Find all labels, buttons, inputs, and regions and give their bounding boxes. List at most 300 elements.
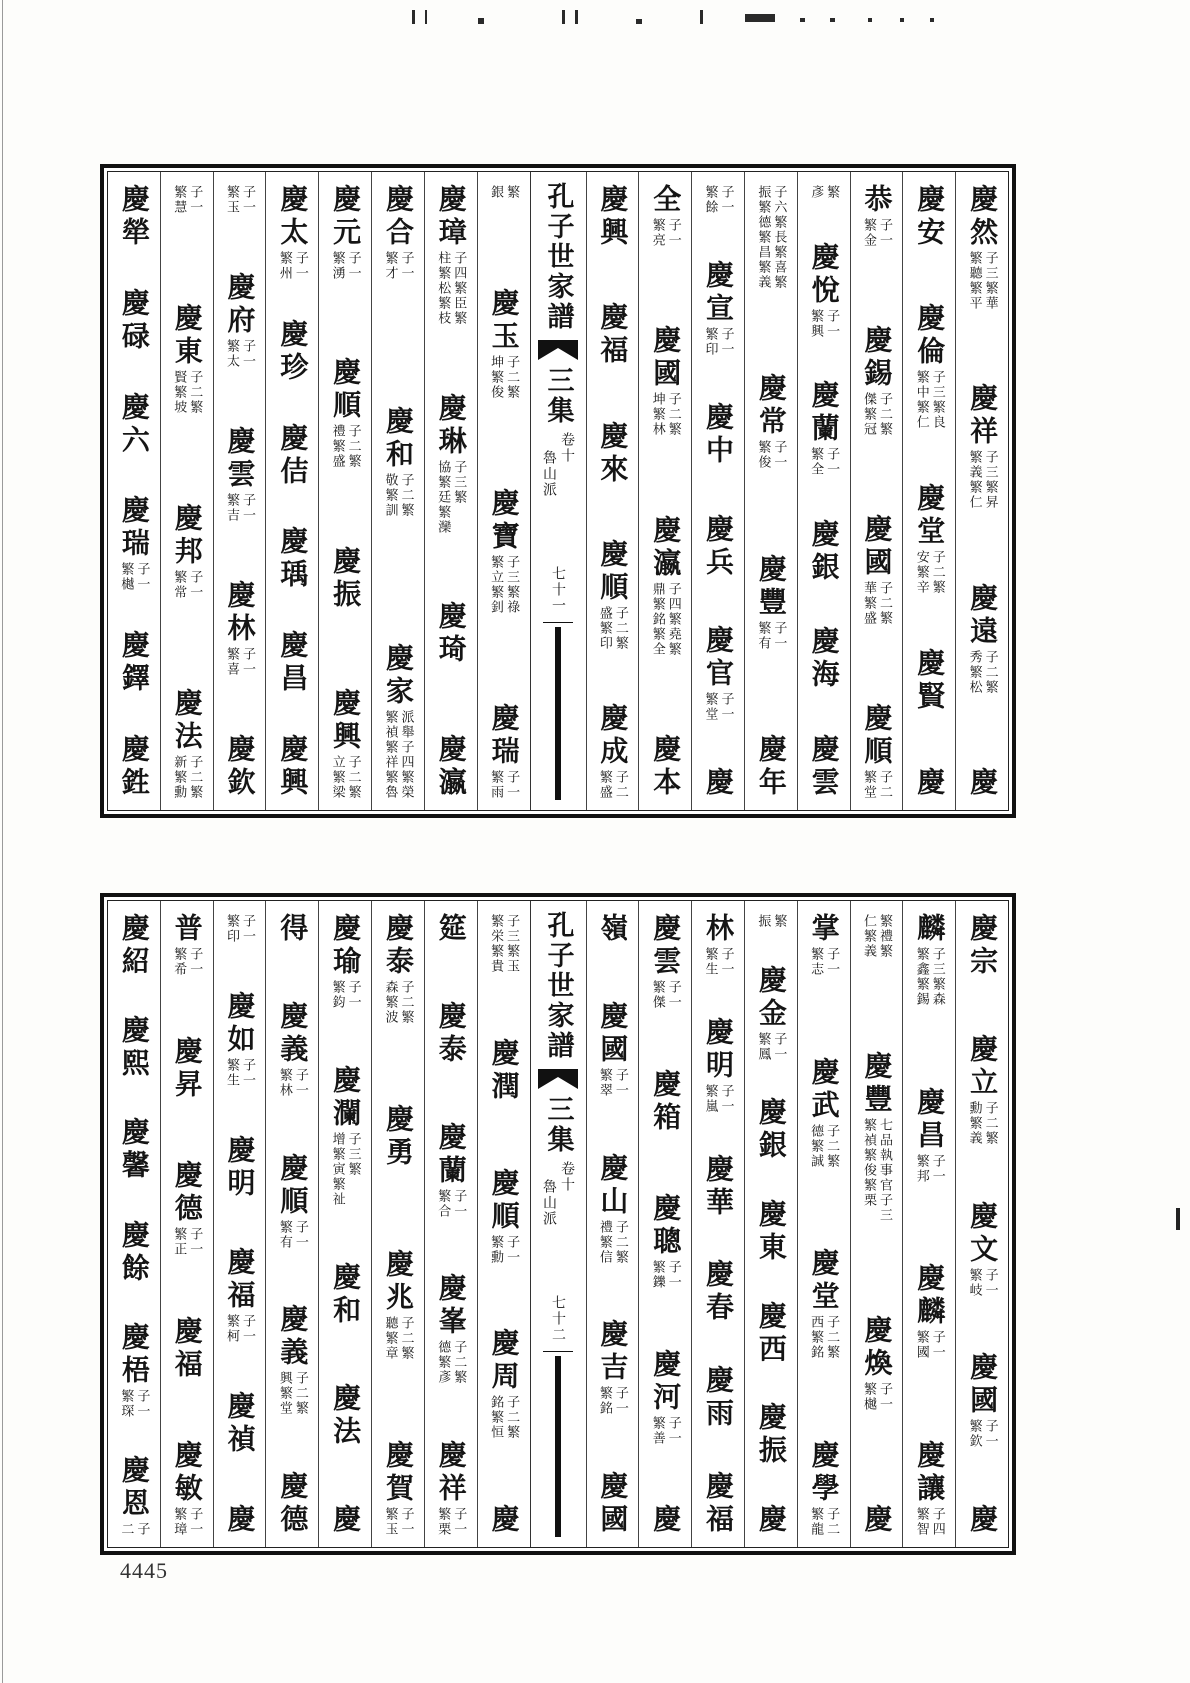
person-entry bbox=[913, 1439, 947, 1537]
person-entry bbox=[596, 420, 630, 487]
annotation-line-left: 森繁波 bbox=[382, 980, 398, 1025]
annotation-line-right: 繁 bbox=[771, 914, 787, 929]
annotation-line-right: 子二繁 bbox=[398, 1316, 414, 1361]
person-name: 慶讓 bbox=[913, 1439, 947, 1506]
person-entry bbox=[434, 1121, 468, 1219]
person-name: 慶義 bbox=[276, 1000, 310, 1067]
person-name: 慶明 bbox=[702, 1016, 736, 1083]
person-name: 慶 bbox=[487, 1504, 521, 1537]
sons-annotation bbox=[383, 980, 412, 1025]
person-entry bbox=[117, 184, 151, 250]
person-entry bbox=[170, 688, 204, 800]
sons-annotation bbox=[278, 1068, 307, 1098]
person-entry bbox=[649, 514, 683, 657]
person-entry bbox=[913, 767, 947, 800]
person-name: 慶義 bbox=[276, 1304, 310, 1371]
person-entry bbox=[487, 288, 521, 400]
annotation-line-left: 繁志 bbox=[808, 947, 824, 977]
sons-annotation bbox=[809, 1315, 838, 1360]
person-name: 慶玉 bbox=[487, 288, 521, 354]
person-entry bbox=[276, 422, 310, 489]
annotation-line-left: 繁生 bbox=[224, 1057, 240, 1088]
person-entry bbox=[807, 380, 841, 478]
sons-annotation bbox=[862, 1118, 891, 1223]
person-entry bbox=[223, 580, 257, 677]
person-entry bbox=[276, 1304, 310, 1417]
person-name: 慶悅 bbox=[807, 241, 841, 308]
person-name: 慶勇 bbox=[381, 1104, 415, 1170]
person-name: 慶欽 bbox=[223, 734, 257, 800]
person-entry bbox=[276, 1471, 310, 1537]
annotation-line-right: 子一 bbox=[612, 1386, 628, 1417]
scan-artifact bbox=[868, 18, 872, 22]
person-entry bbox=[649, 1504, 683, 1537]
person-name: 慶福 bbox=[702, 1470, 736, 1537]
person-entry bbox=[223, 1391, 257, 1458]
person-entry bbox=[702, 513, 736, 580]
sons-annotation bbox=[225, 1058, 254, 1088]
person-name: 慶順 bbox=[276, 1152, 310, 1219]
person-name: 麟 bbox=[913, 913, 947, 946]
annotation-line-left: 秀繁松 bbox=[966, 649, 982, 695]
person-name: 慶兵 bbox=[702, 513, 736, 580]
genealogy-column bbox=[638, 172, 691, 810]
annotation-line-right: 子一 bbox=[718, 947, 734, 977]
center-spine bbox=[530, 901, 586, 1547]
person-entry bbox=[809, 184, 838, 200]
person-entry bbox=[807, 1056, 841, 1169]
person-name: 慶學 bbox=[807, 1439, 841, 1506]
annotation-line-right: 派舉子四繁榮 bbox=[398, 710, 414, 800]
person-entry bbox=[966, 582, 1000, 695]
person-entry bbox=[434, 913, 468, 946]
annotation-line-right: 子二繁 bbox=[398, 980, 414, 1025]
annotation-line-right: 子一 bbox=[345, 980, 361, 1010]
annotation-line-left: 協繁廷繁灤 bbox=[435, 459, 451, 535]
sons-annotation bbox=[489, 355, 518, 400]
sons-annotation bbox=[809, 1507, 838, 1537]
sons-annotation bbox=[172, 370, 201, 415]
annotation-line-right: 子三繁華 bbox=[982, 251, 998, 311]
annotation-line-right: 子一 bbox=[187, 947, 203, 977]
person-name: 普 bbox=[170, 913, 204, 946]
person-entry bbox=[329, 1383, 363, 1449]
sons-annotation bbox=[915, 1507, 944, 1537]
genealogy-column bbox=[744, 172, 797, 810]
annotation-line-right: 子三繁 bbox=[451, 459, 467, 505]
annotation-line-left: 繁欽 bbox=[966, 1419, 982, 1450]
annotation-line-left: 安繁辛 bbox=[913, 550, 929, 595]
sons-annotation bbox=[756, 440, 785, 470]
annotation-line-left: 繁堂 bbox=[860, 770, 876, 800]
annotation-line-right: 子三繁 bbox=[345, 1132, 361, 1177]
genealogy-column bbox=[797, 172, 850, 810]
person-entry bbox=[225, 913, 254, 944]
person-name: 慶祥 bbox=[434, 1440, 468, 1506]
annotation-line-left: 繁合 bbox=[435, 1188, 451, 1219]
genealogy-column bbox=[265, 172, 318, 810]
annotation-line-left: 繁邦 bbox=[913, 1153, 929, 1184]
annotation-line-right: 子一 bbox=[240, 493, 256, 523]
person-entry bbox=[117, 1321, 151, 1419]
person-entry bbox=[170, 1440, 204, 1537]
person-entry bbox=[649, 913, 683, 1010]
person-entry bbox=[381, 1249, 415, 1361]
person-entry bbox=[223, 1247, 257, 1345]
scan-artifact bbox=[575, 10, 578, 24]
sons-annotation bbox=[489, 185, 518, 200]
annotation-line-left: 盛繁印 bbox=[596, 605, 612, 651]
sons-annotation bbox=[383, 251, 412, 281]
sons-annotation bbox=[172, 570, 201, 600]
person-entry bbox=[276, 526, 310, 593]
lower-page-frame bbox=[100, 893, 1016, 1555]
person-name: 慶振 bbox=[329, 545, 363, 612]
annotation-line-right: 子三繁良 bbox=[929, 370, 945, 430]
sons-annotation bbox=[862, 581, 891, 626]
person-name: 慶元 bbox=[329, 184, 363, 250]
annotation-line-left: 繁全 bbox=[808, 447, 824, 478]
annotation-line-left: 繁聽繁平 bbox=[966, 251, 982, 311]
sons-annotation bbox=[598, 770, 627, 800]
genealogy-column bbox=[850, 172, 903, 810]
person-entry bbox=[329, 357, 363, 470]
annotation-line-right: 子一 bbox=[398, 1507, 414, 1537]
person-entry bbox=[807, 733, 841, 800]
person-name: 慶 bbox=[649, 1504, 683, 1537]
annotation-line-right: 子二繁 bbox=[982, 1100, 998, 1146]
person-name: 慶福 bbox=[596, 302, 630, 369]
annotation-line-right: 子一 bbox=[451, 1188, 467, 1219]
person-name: 慶興 bbox=[596, 184, 630, 250]
person-name: 慶六 bbox=[117, 391, 151, 458]
person-name: 慶中 bbox=[702, 402, 736, 469]
sons-annotation bbox=[436, 1340, 465, 1385]
genealogy-column bbox=[902, 172, 955, 810]
person-entry bbox=[329, 545, 363, 612]
sons-annotation bbox=[436, 1507, 465, 1537]
person-name: 慶宣 bbox=[702, 260, 736, 327]
person-entry bbox=[702, 260, 736, 358]
genealogy-column bbox=[744, 901, 797, 1547]
person-name: 慶錫 bbox=[860, 325, 894, 391]
person-entry bbox=[649, 325, 683, 438]
person-entry bbox=[117, 733, 151, 800]
sons-annotation bbox=[278, 251, 307, 281]
annotation-line-right: 子二繁 bbox=[398, 473, 414, 518]
person-name: 慶國 bbox=[966, 1352, 1000, 1419]
person-name: 慶瑜 bbox=[329, 913, 363, 979]
annotation-line-left: 繁銘 bbox=[596, 1386, 612, 1417]
person-name: 慶琳 bbox=[434, 392, 468, 459]
annotation-line-right: 子二 bbox=[824, 1506, 840, 1537]
annotation-line-left: 繁常 bbox=[171, 570, 187, 600]
collection-label: 三集 bbox=[542, 366, 574, 426]
person-entry bbox=[966, 184, 1000, 311]
person-name: 慶蘭 bbox=[434, 1121, 468, 1188]
annotation-line-left: 繁勳 bbox=[488, 1234, 504, 1265]
sons-annotation bbox=[598, 606, 627, 651]
annotation-line-right: 子二繁 bbox=[451, 1340, 467, 1386]
person-entry bbox=[276, 630, 310, 697]
sons-annotation bbox=[383, 1507, 412, 1537]
person-entry bbox=[860, 1315, 894, 1412]
scan-artifact bbox=[900, 18, 904, 22]
annotation-line-right: 子一 bbox=[451, 1507, 467, 1537]
annotation-line-right: 子二繁 bbox=[929, 550, 945, 595]
annotation-line-left: 銀 bbox=[488, 185, 504, 200]
sons-annotation bbox=[598, 1386, 627, 1416]
person-entry bbox=[489, 913, 518, 974]
person-entry bbox=[596, 703, 630, 800]
person-entry bbox=[860, 1051, 894, 1223]
annotation-line-right: 子一 bbox=[665, 218, 681, 248]
person-entry bbox=[276, 733, 310, 800]
annotation-line-left: 銘繁恒 bbox=[488, 1395, 504, 1441]
sons-annotation bbox=[862, 914, 891, 959]
sons-annotation bbox=[225, 914, 254, 944]
scan-artifact bbox=[1176, 1208, 1180, 1230]
annotation-line-right: 子一 bbox=[929, 1330, 945, 1361]
person-entry bbox=[754, 1198, 788, 1265]
annotation-line-right: 子一 bbox=[504, 1234, 520, 1265]
person-name: 慶碌 bbox=[117, 287, 151, 354]
sons-annotation bbox=[756, 1032, 785, 1062]
person-entry bbox=[329, 1504, 363, 1537]
person-entry bbox=[381, 1440, 415, 1537]
sons-annotation bbox=[651, 582, 680, 657]
person-name: 慶蘭 bbox=[807, 380, 841, 447]
sons-annotation bbox=[436, 460, 465, 535]
annotation-line-left: 繁栗 bbox=[435, 1507, 451, 1537]
spine-rule bbox=[543, 1351, 573, 1352]
page-number: 4445 bbox=[120, 1558, 168, 1583]
sons-annotation bbox=[119, 1389, 148, 1419]
person-entry bbox=[702, 1365, 736, 1432]
person-entry bbox=[966, 383, 1000, 511]
person-entry bbox=[117, 287, 151, 354]
person-entry bbox=[649, 1193, 683, 1290]
person-entry bbox=[596, 538, 630, 651]
person-name: 慶麟 bbox=[913, 1263, 947, 1330]
person-name: 慶太 bbox=[276, 184, 310, 250]
genealogy-column bbox=[424, 901, 477, 1547]
person-entry bbox=[596, 1000, 630, 1098]
scan-artifact bbox=[830, 18, 835, 22]
sons-annotation bbox=[278, 1220, 307, 1250]
sons-annotation bbox=[809, 1124, 838, 1169]
person-entry bbox=[807, 913, 841, 977]
person-name: 慶 bbox=[223, 1503, 257, 1537]
person-name: 慶豐 bbox=[754, 553, 788, 620]
annotation-line-right: 子一 bbox=[398, 251, 414, 281]
sons-annotation bbox=[809, 447, 838, 477]
person-name: 掌 bbox=[807, 913, 841, 946]
person-name: 慶華 bbox=[702, 1153, 736, 1220]
annotation-line-left: 德繁彥 bbox=[435, 1340, 451, 1386]
person-name: 慶 bbox=[702, 766, 736, 800]
person-name: 慶來 bbox=[596, 420, 630, 487]
sons-annotation bbox=[756, 185, 785, 290]
person-name: 慶箱 bbox=[649, 1068, 683, 1135]
person-entry bbox=[860, 514, 894, 626]
genealogy-column bbox=[691, 901, 744, 1547]
person-name: 慶敏 bbox=[170, 1440, 204, 1506]
annotation-line-right: 子二繁 bbox=[187, 370, 203, 415]
person-name: 慶 bbox=[966, 1504, 1000, 1537]
person-entry bbox=[225, 184, 254, 215]
annotation-line-left: 繁琛 bbox=[118, 1388, 134, 1419]
person-name: 慶順 bbox=[860, 703, 894, 769]
person-entry bbox=[276, 1000, 310, 1098]
person-entry bbox=[913, 648, 947, 714]
person-entry bbox=[966, 1504, 1000, 1537]
person-entry bbox=[170, 303, 204, 415]
annotation-line-left: 繁義繁仁 bbox=[966, 450, 982, 511]
person-name: 慶和 bbox=[329, 1262, 363, 1328]
volume-branch-row bbox=[542, 1161, 574, 1227]
annotation-line-left: 繁有 bbox=[755, 620, 771, 651]
annotation-line-left: 柱繁松繁枝 bbox=[435, 251, 451, 326]
person-entry bbox=[702, 766, 736, 800]
sons-annotation bbox=[651, 1260, 680, 1290]
annotation-line-right: 子一 bbox=[612, 1067, 628, 1098]
annotation-line-right: 子一 bbox=[824, 308, 840, 339]
sons-annotation bbox=[862, 218, 891, 248]
annotation-line-left: 增繁寅繁祉 bbox=[329, 1132, 345, 1207]
annotation-line-left: 繁太 bbox=[224, 339, 240, 369]
annotation-line-right: 子一 bbox=[718, 185, 734, 215]
person-name: 慶雲 bbox=[223, 426, 257, 492]
branch-label: 魯山派 bbox=[541, 1179, 557, 1227]
genealogy-column bbox=[108, 901, 160, 1547]
annotation-line-right: 子一 bbox=[718, 1083, 734, 1114]
person-entry bbox=[754, 964, 788, 1062]
person-name: 慶瀛 bbox=[649, 514, 683, 581]
person-entry bbox=[329, 184, 363, 281]
annotation-line-left: 繁印 bbox=[224, 914, 240, 944]
person-name: 恭 bbox=[860, 184, 894, 217]
sons-annotation bbox=[331, 251, 360, 281]
sons-annotation bbox=[383, 710, 412, 800]
person-entry bbox=[329, 913, 363, 1010]
annotation-line-right: 子三繁祿 bbox=[504, 555, 520, 615]
person-entry bbox=[702, 1153, 736, 1220]
genealogy-column bbox=[955, 901, 1008, 1547]
person-entry bbox=[702, 624, 736, 722]
person-entry bbox=[754, 1402, 788, 1469]
sons-annotation bbox=[172, 1227, 201, 1257]
annotation-line-left: 勳繁義 bbox=[966, 1100, 982, 1146]
person-entry bbox=[862, 913, 891, 959]
annotation-line-left: 繁有 bbox=[276, 1219, 292, 1250]
annotation-line-left: 繁林 bbox=[276, 1067, 292, 1098]
person-entry bbox=[223, 990, 257, 1088]
annotation-line-left: 華繁盛 bbox=[860, 581, 876, 626]
person-name: 得 bbox=[276, 913, 310, 946]
annotation-line-left: 繁州 bbox=[276, 251, 292, 281]
annotation-line-left: 繁禎繁祥繁魯 bbox=[382, 710, 398, 800]
person-name: 慶鐸 bbox=[117, 630, 151, 697]
sons-annotation bbox=[651, 392, 680, 437]
person-entry bbox=[704, 184, 733, 215]
sons-annotation bbox=[278, 1371, 307, 1416]
leaf-number: 七十二 bbox=[550, 1295, 566, 1343]
person-name: 慶雨 bbox=[702, 1365, 736, 1432]
person-name: 慶犖 bbox=[117, 184, 151, 250]
person-name: 慶紹 bbox=[117, 913, 151, 979]
annotation-line-left: 繁國 bbox=[913, 1330, 929, 1361]
sons-annotation bbox=[225, 647, 254, 677]
sons-annotation bbox=[383, 473, 412, 518]
person-name: 慶河 bbox=[649, 1348, 683, 1415]
person-name: 慶 bbox=[754, 1503, 788, 1537]
annotation-line-left: 繁盛 bbox=[596, 770, 612, 800]
person-entry bbox=[329, 687, 363, 800]
sons-annotation bbox=[704, 185, 733, 215]
person-name: 慶振 bbox=[754, 1402, 788, 1469]
book-title: 孔子世家譜 bbox=[542, 182, 574, 332]
person-entry bbox=[860, 1504, 894, 1537]
scan-artifact bbox=[636, 19, 642, 24]
annotation-line-left: 立繁梁 bbox=[329, 754, 345, 800]
annotation-line-right: 子二繁 bbox=[345, 754, 361, 800]
person-name: 慶周 bbox=[487, 1328, 521, 1395]
spine-bar bbox=[555, 627, 561, 800]
person-name: 慶如 bbox=[223, 990, 257, 1057]
lower-page-body bbox=[107, 900, 1009, 1548]
person-entry bbox=[487, 1167, 521, 1265]
annotation-line-right: 子一 bbox=[240, 914, 256, 944]
person-entry bbox=[754, 1300, 788, 1367]
person-name: 慶立 bbox=[966, 1033, 1000, 1100]
person-name: 慶常 bbox=[754, 373, 788, 440]
person-name: 慶熙 bbox=[117, 1015, 151, 1082]
collection-label: 三集 bbox=[542, 1095, 574, 1155]
genealogy-column bbox=[371, 901, 424, 1547]
annotation-line-left: 繁雨 bbox=[488, 770, 504, 800]
person-entry bbox=[117, 913, 151, 979]
person-entry bbox=[807, 518, 841, 585]
annotation-line-left: 繁柯 bbox=[224, 1314, 240, 1345]
annotation-line-left: 繁嵐 bbox=[702, 1083, 718, 1114]
fishtail-mark-icon bbox=[536, 1067, 580, 1091]
annotation-line-right: 子四 bbox=[929, 1506, 945, 1537]
annotation-line-left: 坤繁俊 bbox=[488, 355, 504, 400]
annotation-line-right: 子一 bbox=[292, 1219, 308, 1250]
annotation-line-right: 子二繁 bbox=[504, 355, 520, 400]
annotation-line-left: 敬繁訓 bbox=[382, 473, 398, 518]
scan-edge-line bbox=[2, 0, 3, 1683]
genealogy-column bbox=[213, 901, 266, 1547]
person-name: 慶林 bbox=[223, 580, 257, 646]
person-name: 慶倫 bbox=[913, 303, 947, 369]
person-name: 慶梧 bbox=[117, 1321, 151, 1388]
person-name: 慶山 bbox=[596, 1152, 630, 1219]
person-entry bbox=[807, 241, 841, 339]
sons-annotation bbox=[489, 1395, 518, 1440]
person-entry bbox=[487, 1328, 521, 1441]
annotation-line-right: 子一 bbox=[876, 1382, 892, 1412]
person-entry bbox=[276, 184, 310, 281]
sons-annotation bbox=[225, 493, 254, 523]
sons-annotation bbox=[809, 185, 838, 200]
annotation-line-right: 子一 bbox=[345, 251, 361, 281]
person-entry bbox=[381, 184, 415, 281]
sons-annotation bbox=[651, 1416, 680, 1446]
sons-annotation bbox=[489, 1235, 518, 1265]
annotation-line-left: 仁繁義 bbox=[860, 914, 876, 959]
